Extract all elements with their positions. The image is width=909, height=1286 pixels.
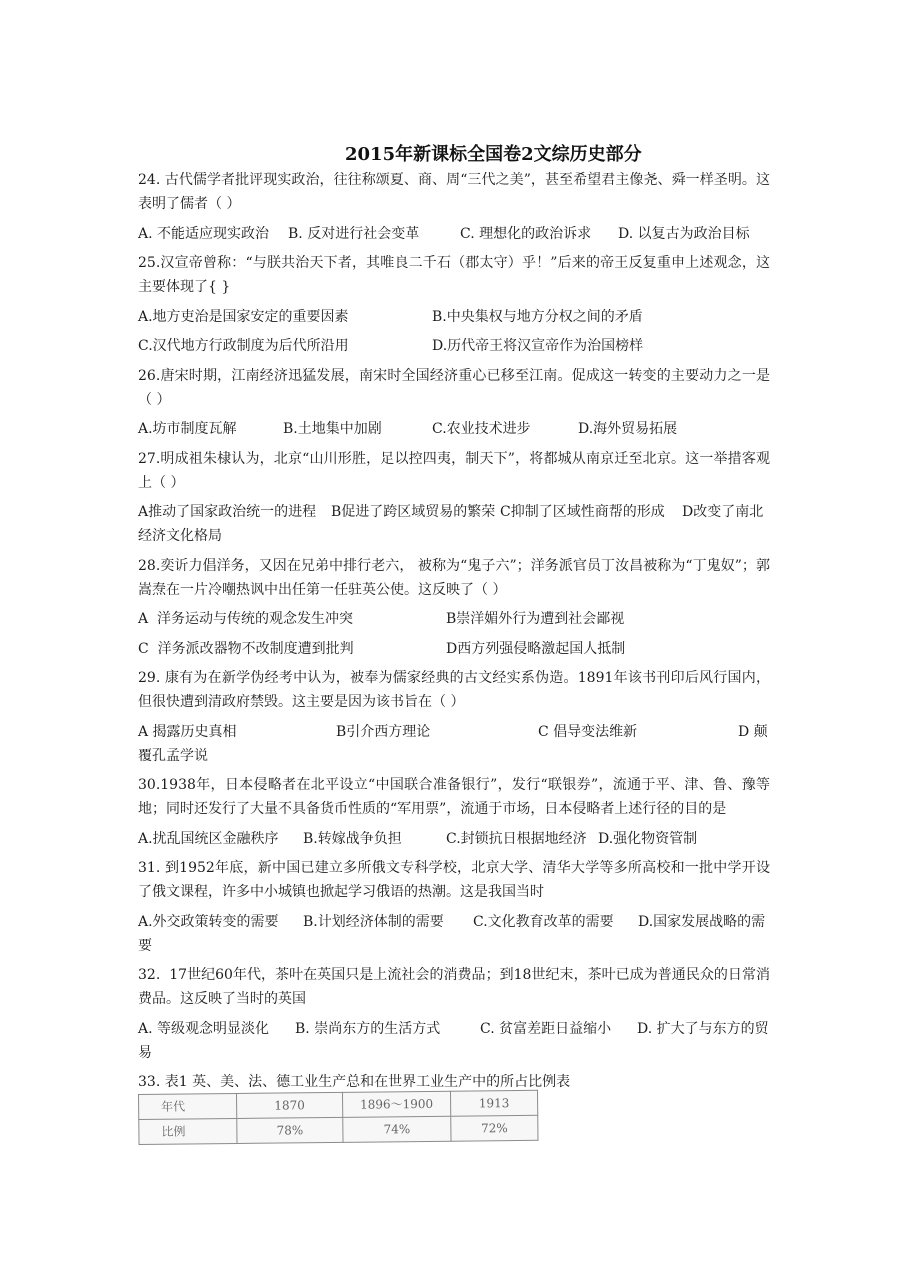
question-31-option-b: B.计划经济体制的需要 — [303, 913, 444, 930]
question-27-option-d: D改变了南北经济文化格局 — [138, 504, 764, 544]
question-32-stem: 32. 17世纪60年代，茶叶在英国只是上流社会的消费品；到18世纪末，茶叶已成为普通民众的日常消费品。这反映了当时的英国 — [138, 967, 770, 1007]
question-28-options-row-2 — [138, 637, 770, 661]
question-29-option-c: C 倡导变法维新 — [538, 723, 638, 740]
table-cell: 74% — [343, 1116, 451, 1142]
question-25-option-c: C.汉代地方行政制度为后代所沿用 — [138, 338, 349, 354]
table-header-cell: 1913 — [450, 1090, 537, 1116]
question-26-option-c: C.农业技术进步 — [432, 421, 531, 437]
question-30-options — [138, 827, 770, 851]
question-26-option-d: D.海外贸易拓展 — [578, 421, 678, 437]
question-33-stem: 33. 表1 英、美、法、德工业生产总和在世界工业生产中的所占比例表 — [138, 1074, 571, 1090]
question-25-options-row-1 — [138, 305, 770, 329]
question-27-stem: 27.明成祖朱棣认为，北京“山川形胜，足以控四夷，制天下”，将都城从南京迁至北京。这一举措客观上（ ） — [138, 450, 770, 491]
question-30-option-d: D.强化物资管制 — [598, 830, 698, 847]
question-24-option-b: B. 反对进行社会变革 — [288, 225, 420, 242]
table-header-cell: 1896～1900 — [342, 1091, 450, 1117]
question-29-option-b: B引介西方理论 — [336, 723, 431, 740]
question-25-option-d: D.历代帝王将汉宣帝作为治国榜样 — [432, 338, 644, 354]
question-27-option-a: A推动了国家政治统一的进程 — [138, 504, 317, 520]
question-28-option-a: A 洋务运动与传统的观念发生冲突 — [138, 611, 354, 627]
question-30-option-c: C.封锁抗日根据地经济 — [446, 830, 587, 847]
table-row — [139, 1115, 538, 1144]
question-31-option-a: A.外交政策转变的需要 — [138, 913, 279, 930]
question-32-option-b: B. 崇尚东方的生活方式 — [295, 1020, 441, 1037]
question-24-option-d: D. 以复古为政治目标 — [618, 225, 750, 242]
question-32-options — [138, 1017, 770, 1065]
question-26-option-b: B.土地集中加剧 — [283, 421, 382, 437]
question-29-options — [138, 720, 770, 768]
question-25-option-a: A.地方吏治是国家安定的重要因素 — [138, 308, 349, 325]
question-31-stem: 31. 到1952年底，新中国已建立多所俄文专科学校，北京大学、清华大学等多所高校和一批中学开设了俄文课程，许多中小城镇也掀起学习俄语的热潮。这是我国当时 — [138, 860, 770, 900]
question-25-option-b: B.中央集权与地方分权之间的矛盾 — [432, 308, 643, 325]
question-25-options-row-2 — [138, 334, 770, 358]
question-26-stem: 26.唐宋时期，江南经济迅猛发展，南宋时全国经济重心已移至江南。促成这一转变的主要动力之一是（ ） — [138, 367, 770, 408]
question-30-stem: 30.1938年，日本侵略者在北平设立“中国联合准备银行”，发行“联银券”，流通于平、津、鲁、豫等地；同时还发行了大量不具备货币性质的“军用票”，流通于市场，日本侵略者上述行径的目的是 — [138, 777, 770, 817]
question-28-option-b: B崇洋媚外行为遭到社会鄙视 — [446, 611, 625, 627]
question-27-options — [138, 500, 770, 548]
table-cell: 72% — [451, 1115, 538, 1141]
question-list — [138, 168, 770, 1145]
table-cell: 比例 — [139, 1118, 237, 1144]
question-25-stem: 25.汉宣帝曾称：“与朕共治天下者，其唯良二千石（郡太守）乎！”后来的帝王反复重申上述观念，这主要体现了{ } — [138, 255, 770, 295]
question-31-option-c: C.文化教育改革的需要 — [473, 913, 614, 930]
document-title: 2015年新课标全国卷2文综历史部分 — [345, 144, 642, 165]
question-24-option-c: C. 理想化的政治诉求 — [460, 225, 592, 242]
question-29-option-a: A 揭露历史真相 — [138, 723, 237, 740]
question-30-option-a: A.扰乱国统区金融秩序 — [138, 830, 279, 847]
question-31-option-d: D.国家发展战略的需要 — [138, 913, 766, 954]
question-28-option-c: C 洋务派改器物不改制度遭到批判 — [138, 640, 354, 657]
question-27-option-c: C抑制了区域性商帮的形成 — [500, 504, 665, 520]
question-28-options-row-1 — [138, 607, 770, 631]
table-header-cell: 1870 — [236, 1092, 342, 1118]
question-28-stem: 28.奕䜣力倡洋务，又因在兄弟中排行老六， 被称为“鬼子六”；洋务派官员丁汝昌被称为“丁鬼奴”；郭嵩焘在一片冷嘲热讽中出任第一任驻英公使。这反映了（ ） — [138, 557, 770, 598]
question-28-option-d: D西方列强侵略激起国人抵制 — [446, 640, 626, 657]
question-24-stem: 24. 古代儒学者批评现实政治，往往称颂夏、商、周“三代之美”，甚至希望君主像尧、舜一样圣明。这表明了儒者（ ） — [138, 172, 770, 212]
question-32-option-a: A. 等级观念明显淡化 — [138, 1020, 270, 1037]
question-31-options — [138, 910, 770, 958]
question-27-option-b: B促进了跨区域贸易的繁荣 — [331, 504, 496, 520]
question-29-option-d: D 颠覆孔孟学说 — [138, 723, 768, 764]
question-32-option-c: C. 贫富差距日益缩小 — [480, 1020, 612, 1037]
question-26-options — [138, 417, 770, 441]
table-header-cell: 年代 — [139, 1093, 237, 1119]
question-29-stem: 29. 康有为在新学伪经考中认为，被奉为儒家经典的古文经实系伪造。1891年该书刊印后风行国内，但很快遭到清政府禁毁。这主要是因为该书旨在（ ） — [138, 670, 770, 710]
table-cell: 78% — [237, 1117, 343, 1143]
question-26-option-a: A.坊市制度瓦解 — [138, 421, 237, 437]
question-32-option-d: D. 扩大了与东方的贸易 — [138, 1020, 769, 1061]
question-30-option-b: B.转嫁战争负担 — [303, 830, 402, 847]
question-24-options — [138, 222, 770, 246]
question-24-option-a: A. 不能适应现实政治 — [138, 225, 270, 242]
industry-share-table — [138, 1090, 539, 1145]
